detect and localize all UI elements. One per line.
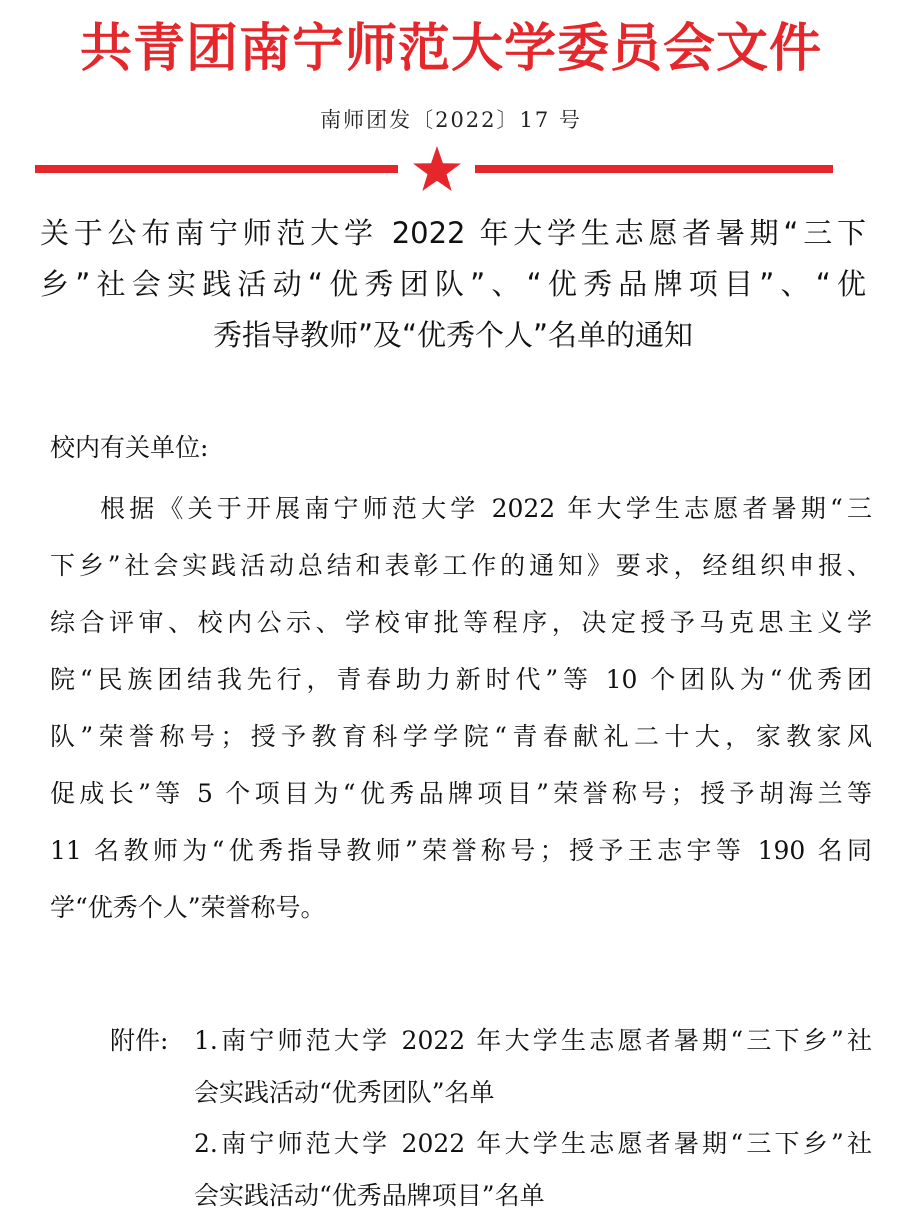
attachments-label: 附件: [110,1026,169,1055]
attachment-line: 会实践活动“优秀品牌项目”名单 [194,1181,545,1210]
paragraph-line: 综合评审、校内公示、学校审批等程序，决定授予马克思主义学 [50,608,872,637]
body-paragraph [50,480,872,936]
red-divider-right [475,165,833,173]
attachment-line: 2.南宁师范大学 2022 年大学生志愿者暑期“三下乡”社 [194,1129,872,1158]
paragraph-line: 学“优秀个人”荣誉称号。 [50,893,326,922]
paragraph-line: 根据《关于开展南宁师范大学 2022 年大学生志愿者暑期“三 [100,494,872,523]
red-divider-left [35,165,398,173]
paragraph-line: 11 名教师为“优秀指导教师”荣誉称号；授予王志宇等 190 名同 [50,836,872,865]
document-number: 南师团发〔2022〕17 号 [320,108,582,132]
paragraph-line: 院“民族团结我先行，青春助力新时代”等 10 个团队为“优秀团 [50,665,872,694]
notice-title-line: 秀指导教师”及“优秀个人”名单的通知 [212,318,694,352]
attachment-item [194,1118,872,1222]
recipients-salutation: 校内有关单位: [50,433,209,462]
attachment-line: 1.南宁师范大学 2022 年大学生志愿者暑期“三下乡”社 [194,1026,872,1055]
paragraph-line: 队”荣誉称号；授予教育科学学院“青春献礼二十大，家教家风 [50,722,872,751]
notice-title-line: 关于公布南宁师范大学 2022 年大学生志愿者暑期“三下 [40,216,866,250]
notice-title-line: 乡”社会实践活动“优秀团队”、“优秀品牌项目”、“优 [40,267,866,301]
attachment-line: 会实践活动“优秀团队”名单 [194,1078,495,1107]
paragraph-line: 下乡”社会实践活动总结和表彰工作的通知》要求，经组织申报、 [50,551,872,580]
paragraph-line: 促成长”等 5 个项目为“优秀品牌项目”荣誉称号；授予胡海兰等 [50,779,872,808]
star-icon [412,145,462,191]
org-header-title: 共青团南宁师范大学委员会文件 [79,18,822,79]
notice-title [40,208,866,361]
attachment-item [194,1015,872,1119]
star-shape [413,146,461,191]
